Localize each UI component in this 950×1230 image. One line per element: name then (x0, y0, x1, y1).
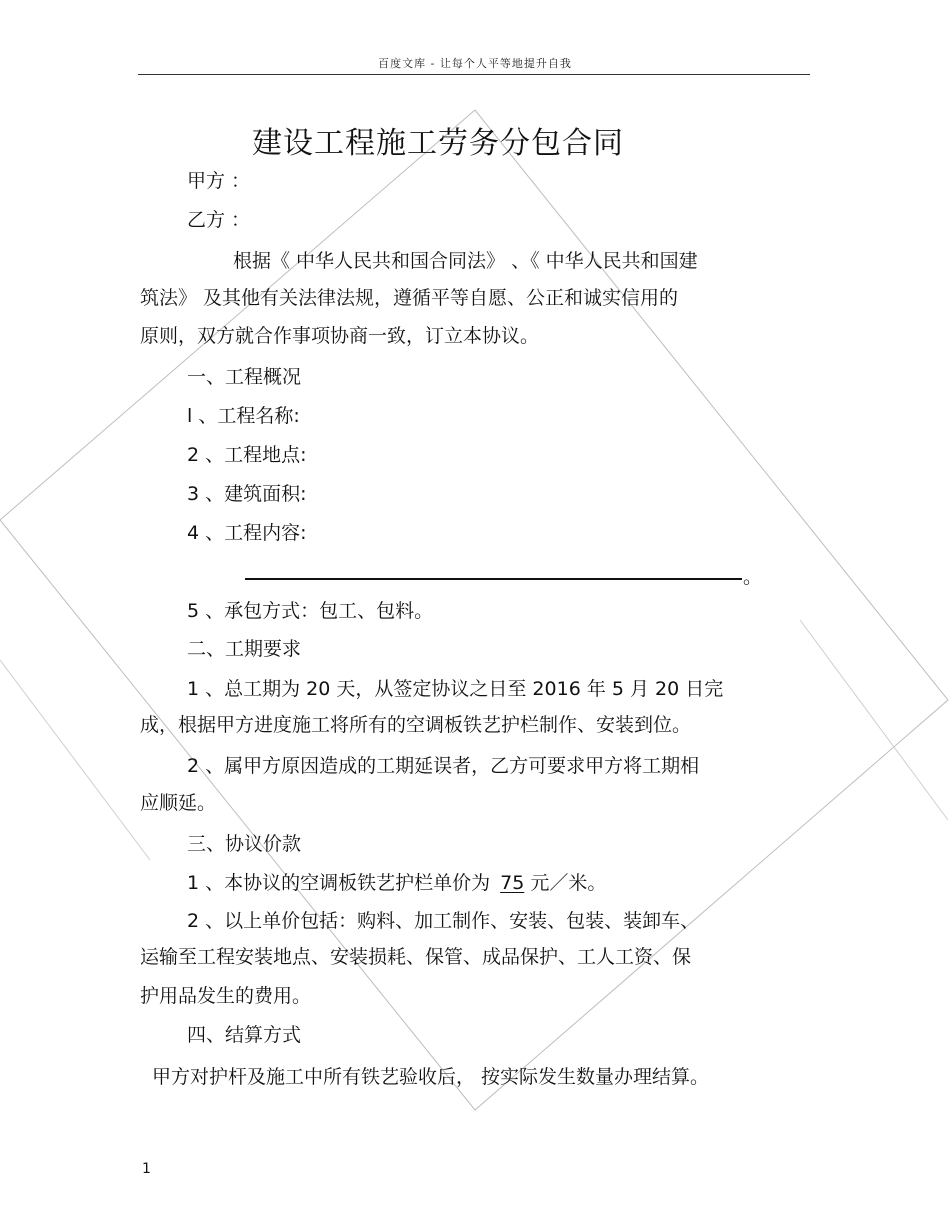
price-includes-line-3: 护用品发生的费用。 (140, 985, 312, 1007)
content-fill-line (245, 578, 742, 580)
unit-price-prefix: 1 、本协议的空调板铁艺护栏单价为 (187, 872, 491, 894)
project-location-label: 2 、工程地点: (187, 444, 307, 466)
unit-price-suffix: 元／米。 (530, 872, 607, 894)
page-header: 百度文库 - 让每个人平等地提升自我 (378, 57, 572, 70)
document-title: 建设工程施工劳务分包合同 (252, 126, 624, 161)
contract-method-item: 5 、承包方式：包工、包料。 (187, 600, 434, 622)
page-number: 1 (142, 1161, 151, 1177)
price-includes-line-1: 2 、以上单价包括：购料、加工制作、安装、包装、装卸车、 (187, 910, 700, 932)
unit-price-value: 75 (500, 872, 525, 894)
project-name-label: l 、工程名称: (187, 405, 300, 427)
party-a-label: 甲方 ： (187, 170, 251, 192)
building-area-label: 3 、建筑面积: (187, 483, 307, 505)
content-fill-end: 。 (743, 566, 763, 588)
header-divider (138, 74, 810, 75)
section-2-heading: 二、工期要求 (187, 638, 302, 660)
section-3-heading: 三、协议价款 (187, 833, 302, 855)
price-includes-line-2: 运输至工程安装地点、安装损耗、保管、成品保护、工人工资、保 (140, 946, 692, 968)
delay-line-2: 应顺延。 (140, 792, 217, 814)
preamble-line-2: 筑法》 及其他有关法律法规，遵循平等自愿、公正和诚实信用的 (140, 287, 679, 309)
preamble-line-3: 原则，双方就合作事项协商一致，订立本协议。 (140, 325, 540, 347)
party-b-label: 乙方 ： (187, 209, 251, 231)
section-1-heading: 一、工程概况 (187, 366, 302, 388)
delay-line-1: 2 、属甲方原因造成的工期延误者，乙方可要求甲方将工期相 (187, 755, 700, 777)
unit-price-line (187, 872, 606, 894)
section-4-heading: 四、结算方式 (187, 1024, 302, 1046)
project-content-label: 4 、工程内容: (187, 522, 307, 544)
duration-line-2: 成，根据甲方进度施工将所有的空调板铁艺护栏制作、安装到位。 (140, 714, 692, 736)
settlement-line: 甲方对护杆及施工中所有铁艺验收后， 按实际发生数量办理结算。 (152, 1066, 710, 1088)
duration-line-1: 1 、总工期为 20 天，从签定协议之日至 2016 年 5 月 20 日完 (187, 678, 724, 700)
preamble-line-1: 根据《 中华人民共和国合同法》 、《 中华人民共和国建 (233, 250, 698, 272)
